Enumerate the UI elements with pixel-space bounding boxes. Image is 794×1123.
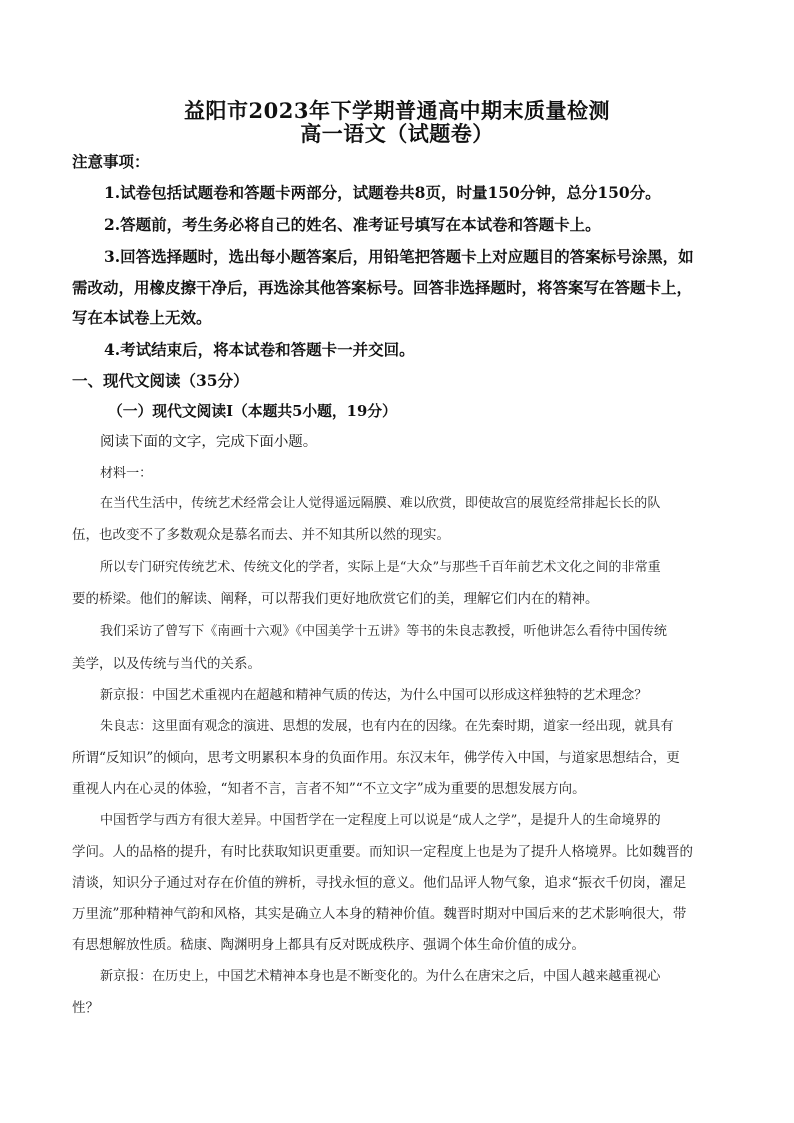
paragraph-7-line-1: 新京报：在历史上，中国艺术精神本身也是不断变化的。为什么在唐宋之后，中国人越来越重视心: [100, 969, 661, 984]
notice-item-1: 1.试卷包括试题卷和答题卡两部分，试题卷共8页，时量150分钟，总分150分。: [104, 183, 661, 202]
paragraph-6-line-5: 有思想解放性质。嵇康、陶渊明身上都具有反对既成秩序、强调个体生命价值的成分。: [72, 937, 585, 953]
paragraph-1-line-1: 在当代生活中，传统艺术经常会让人觉得遥远隔膜、难以欣赏，即使故宫的展览经常排起长长的队: [100, 496, 661, 511]
reading-instruction: 阅读下面的文字，完成下面小题。: [100, 434, 318, 450]
exam-subtitle: 高一语文（试题卷）: [300, 121, 494, 146]
paragraph-3-line-2: 美学，以及传统与当代的关系。: [72, 656, 261, 672]
material-label: 材料一：: [100, 466, 153, 481]
paragraph-4-line-1: 新京报：中国艺术重视内在超越和精神气质的传达，为什么中国可以形成这样独特的艺术理念？: [100, 688, 648, 703]
notice-item-3-line-1: 3.回答选择题时，选出每小题答案后，用铅笔把答题卡上对应题目的答案标号涂黑，如: [104, 247, 694, 266]
paragraph-5-line-1: 朱良志：这里面有观念的演进、思想的发展，也有内在的因缘。在先秦时期，道家一经出现，就具有: [100, 719, 674, 734]
paragraph-7-line-2: 性？: [72, 1000, 99, 1016]
paragraph-5-line-2: 所谓“反知识”的倾向，思考文明累积本身的负面作用。东汉末年，佛学传入中国，与道家思想结合，更: [72, 750, 680, 766]
notice-item-3-line-3: 写在本试卷上无效。: [72, 308, 212, 327]
section-subheading: （一）现代文阅读Ⅰ（本题共5小题，19分）: [108, 403, 397, 420]
section-heading: 一、现代文阅读（35分）: [72, 371, 249, 390]
notice-item-2: 2.答题前，考生务必将自己的姓名、准考证号填写在本试卷和答题卡上。: [104, 215, 601, 234]
notice-item-4: 4.考试结束后，将本试卷和答题卡一并交回。: [104, 340, 415, 359]
paragraph-3-line-1: 我们采访了曾写下《南画十六观》《中国美学十五讲》等书的朱良志教授，听他讲怎么看待中国传统: [100, 624, 667, 639]
paragraph-5-line-3: 重视人内在心灵的体验，“知者不言，言者不知”“不立文字”成为重要的思想发展方向。: [72, 781, 586, 797]
paragraph-6-line-1: 中国哲学与西方有很大差异。中国哲学在一定程度上可以说是“成人之学”，是提升人的生命境界的: [100, 813, 661, 828]
paragraph-1-line-2: 伍，也改变不了多数观众是慕名而去、并不知其所以然的现实。: [72, 527, 450, 543]
paragraph-6-line-4: 万里流”那种精神气韵和风格，其实是确立人本身的精神价值。魏晋时期对中国后来的艺术影响很大，带: [72, 906, 687, 922]
notice-item-3-line-2: 需改动，用橡皮擦干净后，再选涂其他答案标号。回答非选择题时，将答案写在答题卡上，: [72, 278, 693, 297]
notice-heading: 注意事项：: [72, 152, 150, 171]
exam-title: 益阳市2023年下学期普通高中期末质量检测: [184, 98, 610, 123]
paragraph-2-line-1: 所以专门研究传统艺术、传统文化的学者，实际上是“大众”与那些千百年前艺术文化之间的非常重: [100, 560, 661, 575]
paragraph-2-line-2: 要的桥梁。他们的解读、阐释，可以帮我们更好地欣赏它们的美，理解它们内在的精神。: [72, 591, 599, 607]
paragraph-6-line-3: 清谈，知识分子通过对存在价值的辨析，寻找永恒的意义。他们品评人物气象，追求“振衣千仞岗，濯足: [72, 875, 687, 891]
paragraph-6-line-2: 学问。人的品格的提升，有时比获取知识更重要。而知识一定程度上也是为了提升人格境界。比如魏晋的: [72, 844, 693, 860]
